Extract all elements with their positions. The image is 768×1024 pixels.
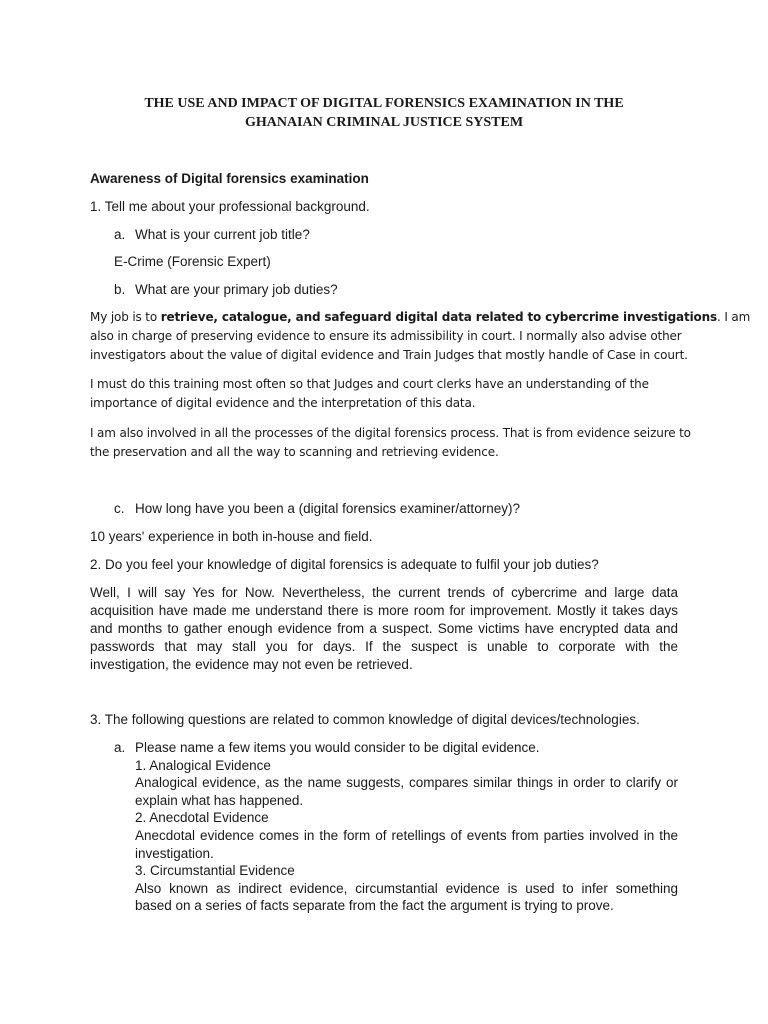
q2-answer-line-1: Well, I will say Yes for Now. Nevertheless, the current trends of cybercrime and large data <box>90 585 678 600</box>
q1-c-marker: c. <box>114 501 125 516</box>
q2-answer-line-5: investigation, the evidence may not even be retrieved. <box>90 657 413 672</box>
duties-p1-rest: . I am <box>717 310 751 324</box>
q3-a-marker: a. <box>114 740 126 755</box>
evidence-item-2-line-2: investigation. <box>135 845 214 861</box>
duties-p1-line-1 <box>90 308 750 327</box>
evidence-item-2-title: 2. Anecdotal Evidence <box>135 810 269 826</box>
q1-b-marker: b. <box>114 282 126 297</box>
duties-p1-line-2: also in charge of preserving evidence to ensure its admissibility in court. I normally also advise other <box>90 329 682 343</box>
q3-a-question: Please name a few items you would consider to be digital evidence. <box>135 740 540 755</box>
duties-p3-line-1: I am also involved in all the processes of the digital forensics process. That is from evidence seizure to <box>90 426 691 440</box>
evidence-item-3-title: 3. Circumstantial Evidence <box>135 863 295 879</box>
q2-answer-line-4: passwords that may stall you for days. If the suspect is unable to corporate with the <box>90 639 678 654</box>
duties-p1-start: My job is to <box>90 310 161 324</box>
duties-p1-bold: retrieve, catalogue, and safeguard digital data related to cybercrime investigations <box>160 310 718 324</box>
q2-answer-line-3: and months to gather enough evidence from a suspect. Some victims have encrypted data and <box>90 621 678 636</box>
section-heading: Awareness of Digital forensics examination <box>90 171 369 186</box>
q1-a-answer: E-Crime (Forensic Expert) <box>114 254 271 269</box>
q1-a-marker: a. <box>114 227 126 242</box>
q1-b-question: What are your primary job duties? <box>135 282 338 297</box>
evidence-item-3-line-1: Also known as indirect evidence, circumstantial evidence is used to infer something <box>135 880 678 896</box>
duties-paragraph-1 <box>90 308 750 365</box>
q2-answer <box>90 584 678 674</box>
q3-a-block <box>135 739 678 915</box>
question-3: 3. The following questions are related to common knowledge of digital devices/technologies. <box>90 712 640 727</box>
document-title <box>90 94 678 132</box>
evidence-item-1-line-2: explain what has happened. <box>135 792 304 808</box>
q1-a-question: What is your current job title? <box>135 227 310 242</box>
duties-p2-line-1: I must do this training most often so that Judges and court clerks have an understanding of the <box>90 377 649 391</box>
question-2: 2. Do you feel your knowledge of digital forensics is adequate to fulfil your job duties? <box>90 557 599 572</box>
duties-p3-line-2: the preservation and all the way to scanning and retrieving evidence. <box>90 445 499 459</box>
q1-c-question: How long have you been a (digital forensics examiner/attorney)? <box>135 501 520 516</box>
evidence-item-1-title: 1. Analogical Evidence <box>135 757 271 773</box>
q1-c-answer: 10 years' experience in both in-house and field. <box>90 529 373 544</box>
evidence-item-3-line-2: based on a series of facts separate from the fact the argument is trying to prove. <box>135 898 614 914</box>
duties-paragraph-3 <box>90 424 691 462</box>
duties-p1-line-3: investigators about the value of digital evidence and Train Judges that mostly handle of Case in court. <box>90 348 688 362</box>
q2-answer-line-2: acquisition have made me understand there is more room for improvement. Mostly it takes days <box>90 603 678 618</box>
duties-p2-line-2: importance of digital evidence and the interpretation of this data. <box>90 396 476 410</box>
title-line-1: THE USE AND IMPACT OF DIGITAL FORENSICS EXAMINATION IN THE <box>144 96 624 111</box>
title-line-2: GHANAIAN CRIMINAL JUSTICE SYSTEM <box>244 115 524 130</box>
evidence-item-1-line-1: Analogical evidence, as the name suggests, compares similar things in order to clarify or <box>135 775 678 791</box>
evidence-item-2-line-1: Anecdotal evidence comes in the form of retellings of events from parties involved in the <box>135 827 678 843</box>
duties-paragraph-2 <box>90 375 649 413</box>
question-1: 1. Tell me about your professional background. <box>90 199 370 214</box>
